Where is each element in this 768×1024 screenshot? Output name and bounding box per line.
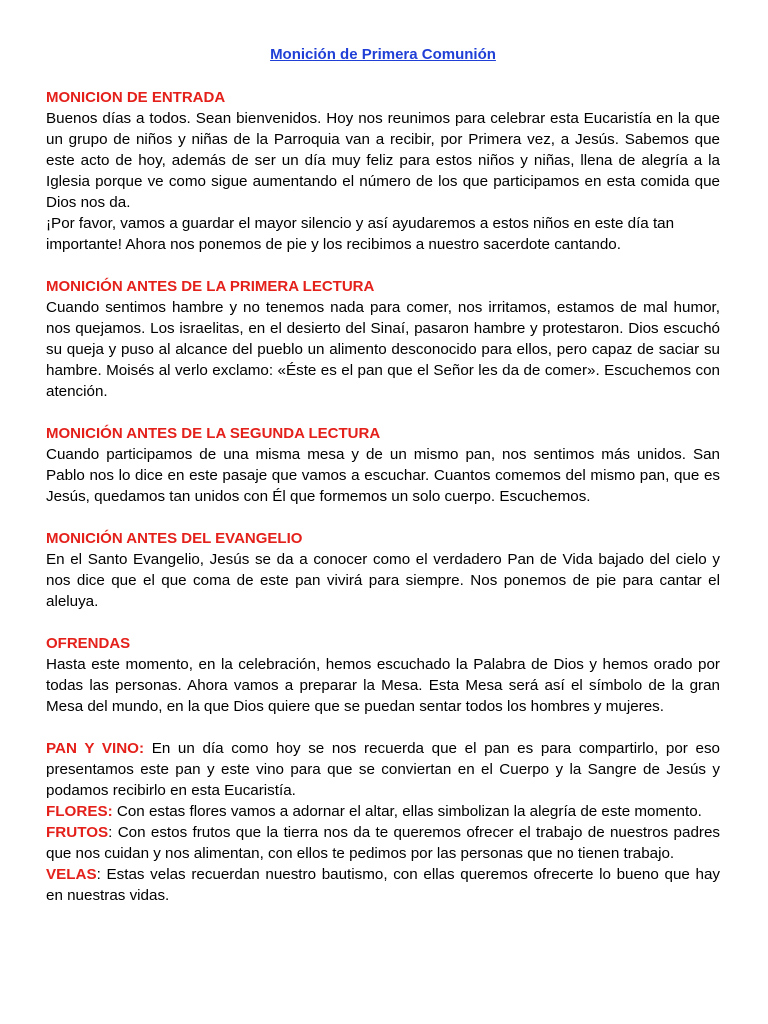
offering-velas xyxy=(46,864,720,906)
section-segunda-lectura xyxy=(46,423,720,507)
offering-label: FLORES: xyxy=(46,803,113,820)
offering-label: VELAS xyxy=(46,866,97,883)
offering-text: : Estas velas recuerdan nuestro bautismo, con ellas queremos ofrecerte lo bueno que hay en nuestras vidas. xyxy=(46,866,720,904)
offerings-list xyxy=(46,738,720,906)
section-heading: MONICIÓN ANTES DEL EVANGELIO xyxy=(46,530,303,547)
section-paragraph: En el Santo Evangelio, Jesús se da a conocer como el verdadero Pan de Vida bajado del cielo y nos dice que el que coma de este pan vivirá para siempre. Nos ponemos de pie para cantar el aleluya. xyxy=(46,551,720,610)
section-entrada xyxy=(46,87,720,255)
section-heading: MONICIÓN ANTES DE LA PRIMERA LECTURA xyxy=(46,278,375,295)
section-heading: MONICIÓN ANTES DE LA SEGUNDA LECTURA xyxy=(46,425,381,442)
offering-text: En un día como hoy se nos recuerda que el pan es para compartirlo, por eso presentamos este pan y este vino para que se conviertan en el Cuerpo y la Sangre de Jesús y podamos recibirlo en esta Eucaristía. xyxy=(46,740,720,799)
offering-flores xyxy=(46,801,720,822)
offering-label: FRUTOS xyxy=(46,824,109,841)
document-title xyxy=(46,44,720,66)
document-page xyxy=(46,44,720,906)
section-primera-lectura xyxy=(46,276,720,402)
section-paragraph: Hasta este momento, en la celebración, hemos escuchado la Palabra de Dios y hemos orado por todas las personas. Ahora vamos a preparar la Mesa. Esta Mesa será así el símbolo de la gran Mesa del mundo, en la que Dios quiere que se puedan sentar todos los hombres y mujeres. xyxy=(46,656,720,715)
offering-pan-y-vino xyxy=(46,738,720,801)
section-paragraph: Buenos días a todos. Sean bienvenidos. Hoy nos reunimos para celebrar esta Eucaristía en la que un grupo de niños y niñas de la Parroquia van a recibir, por Primera vez, a Jesús. Sabemos que este acto de hoy, además de ser un día muy feliz para estos niños y niñas, llena de alegría a la Iglesia porque ve como sigue aumentando el número de los que participamos en esta comida que Dios nos da. xyxy=(46,110,720,211)
offering-text: : Con estos frutos que la tierra nos da te queremos ofrecer el trabajo de nuestros padres que nos cuidan y nos alimentan, con ellos te pedimos por las personas que no tienen trabajo. xyxy=(46,824,720,862)
offering-label: PAN Y VINO: xyxy=(46,740,145,757)
section-heading: MONICION DE ENTRADA xyxy=(46,89,226,106)
section-paragraph: Cuando sentimos hambre y no tenemos nada para comer, nos irritamos, estamos de mal humor, nos quejamos. Los israelitas, en el desierto del Sinaí, pasaron hambre y protestaron. Dios escuchó su queja y puso al alcance del pueblo un alimento desconocido para ellos, pero capaz de saciar su hambre. Moisés al verlo exclamo: «Éste es el pan que el Señor les da de comer». Escuchemos con atención. xyxy=(46,299,720,400)
offering-frutos xyxy=(46,822,720,864)
document-title-text: Monición de Primera Comunión xyxy=(270,46,496,63)
section-evangelio xyxy=(46,528,720,612)
section-paragraph: Cuando participamos de una misma mesa y de un mismo pan, nos sentimos más unidos. San Pablo nos lo dice en este pasaje que vamos a escuchar. Cuantos comemos del mismo pan, que es Jesús, quedamos tan unidos con Él que formemos un solo cuerpo. Escuchemos. xyxy=(46,446,720,505)
section-ofrendas xyxy=(46,633,720,717)
offering-text: Con estas flores vamos a adornar el altar, ellas simbolizan la alegría de este momento. xyxy=(112,803,702,820)
section-heading: OFRENDAS xyxy=(46,635,131,652)
section-paragraph: ¡Por favor, vamos a guardar el mayor silencio y así ayudaremos a estos niños en este día tan importante! Ahora nos ponemos de pie y los recibimos a nuestro sacerdote cantando. xyxy=(46,215,675,253)
